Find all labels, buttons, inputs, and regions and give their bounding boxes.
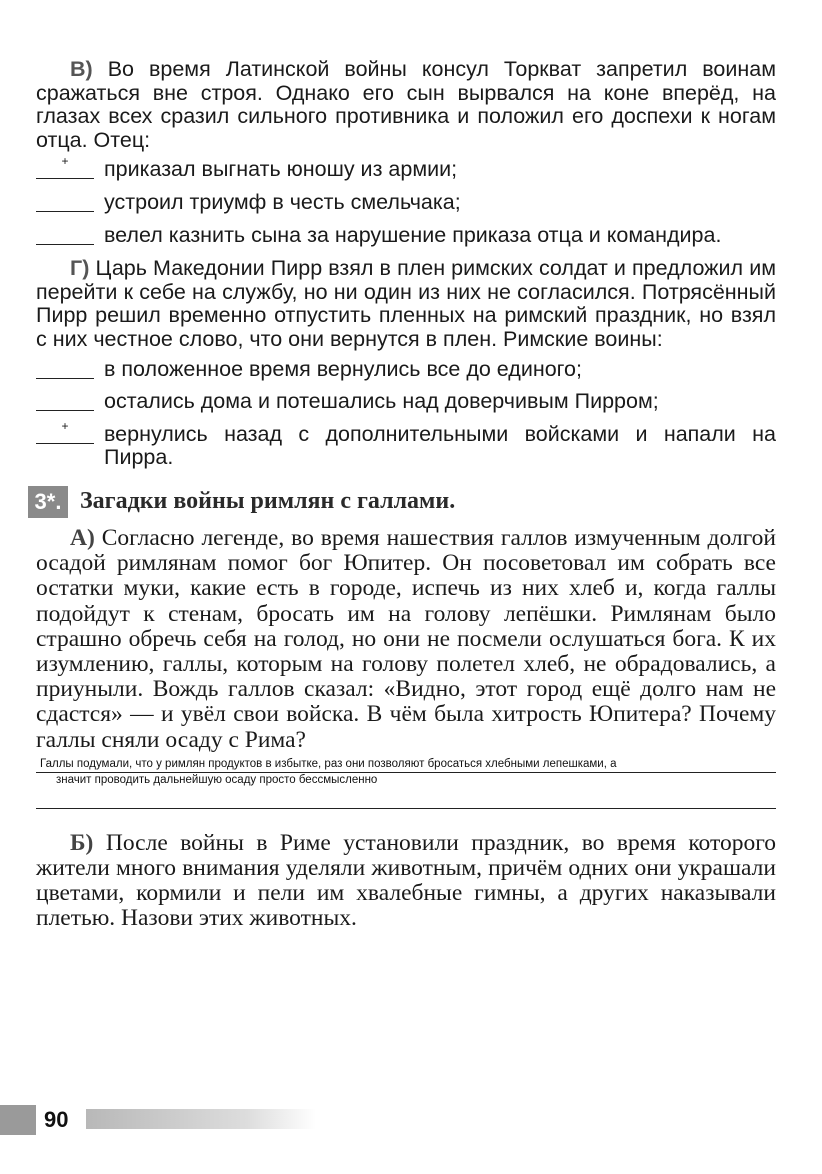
- option-item[interactable]: [36, 390, 776, 414]
- footer-gradient-bar: [86, 1109, 316, 1129]
- section-v-text: Во время Латинской войны консул Торкват запретил воинам сражаться вне строя. Однако его сын вырвался на коне вперёд, на глазах всех сразил сильного противника и положил его доспехи к ногам отца. Отец:: [36, 57, 776, 152]
- footer-bar: [0, 1105, 36, 1135]
- option-text: остались дома и потешались над доверчивым Пирром;: [104, 389, 659, 414]
- answer-blank[interactable]: [36, 390, 94, 411]
- answer-line[interactable]: значит проводить дальнейшую осаду просто бессмысленно: [56, 773, 378, 786]
- answer-blank[interactable]: [36, 224, 94, 245]
- task-3b-letter: Б): [70, 829, 94, 856]
- option-text: в положенное время вернулись все до единого;: [104, 356, 582, 381]
- answer-blank[interactable]: [36, 358, 94, 379]
- section-v-options: [36, 154, 776, 247]
- workbook-page: [36, 58, 776, 932]
- page-footer: [0, 1105, 822, 1135]
- task-3b-text: После войны в Риме установили праздник, во время которого жители много внимания уделяли животным, причём одних они украшали цветами, кормили и пели им хвалебные гимны, а других наказывали плетью. Назови этих животных.: [36, 829, 777, 932]
- section-v-paragraph: [36, 58, 776, 152]
- option-item[interactable]: [36, 418, 776, 470]
- section-g-letter: Г): [70, 256, 90, 281]
- task-3a-paragraph: [36, 526, 776, 753]
- empty-answer-line[interactable]: [36, 788, 776, 809]
- check-mark: +: [61, 418, 69, 433]
- option-item[interactable]: [36, 358, 776, 382]
- option-text: велел казнить сына за нарушение приказа отца и командира.: [104, 222, 722, 247]
- task-3a-text: Согласно легенде, во время нашествия галлов измученным долгой осадой римлянам помог бог Юпитер. Он посоветовал им собрать все остатки муки, какие есть в городе, испечь из них хлеб и, когда галлы подойдут к стенам, бросать им на голову лепёшки. Римлянам было страшно обречь себя на голод, но они не посмели ослушаться бога. К их изумлению, галлы, которым на голову полетел хлеб, не обрадовались, а приуныли. Вождь галлов сказал: «Видно, этот город ещё долго нам не сдастся» — и увёл свои войска. В чём была хитрость Юпитера? Почему галлы сняли осаду с Рима?: [36, 524, 776, 753]
- answer-blank[interactable]: [36, 418, 94, 444]
- answer-blank[interactable]: [36, 191, 94, 212]
- task-number-badge: 3*.: [28, 486, 68, 518]
- option-text: приказал выгнать юношу из армии;: [104, 157, 458, 182]
- option-item[interactable]: [36, 224, 776, 248]
- option-item[interactable]: [36, 154, 776, 182]
- option-item[interactable]: [36, 191, 776, 215]
- section-v-letter: В): [70, 57, 93, 81]
- task-3a-letter: А): [70, 524, 95, 551]
- task-3b-paragraph: [36, 831, 776, 932]
- check-mark: +: [61, 154, 69, 169]
- option-text: вернулись назад с дополнительными войсками и напали на Пирра.: [104, 421, 776, 470]
- section-g-options: [36, 358, 776, 470]
- answer-area[interactable]: [36, 757, 776, 809]
- section-g-paragraph: [36, 257, 776, 351]
- answer-blank[interactable]: [36, 154, 94, 179]
- page-number: 90: [44, 1107, 69, 1132]
- task-3-header: [28, 486, 776, 518]
- task-title: Загадки войны римлян с галлами.: [80, 488, 456, 515]
- section-g-text: Царь Македонии Пирр взял в плен римских солдат и предложил им перейти к себе на службу, но ни один из них не согласился. Потрясённый Пирр решил временно отпустить пленных на римский праздник, но взял с них честное слово, что они вернутся в плен. Римские воины:: [36, 256, 776, 351]
- option-text: устроил триумф в честь смельчака;: [104, 189, 461, 214]
- answer-line[interactable]: Галлы подумали, что у римлян продуктов в избытке, раз они позволяют бросаться хлебными лепешками, а: [36, 757, 776, 773]
